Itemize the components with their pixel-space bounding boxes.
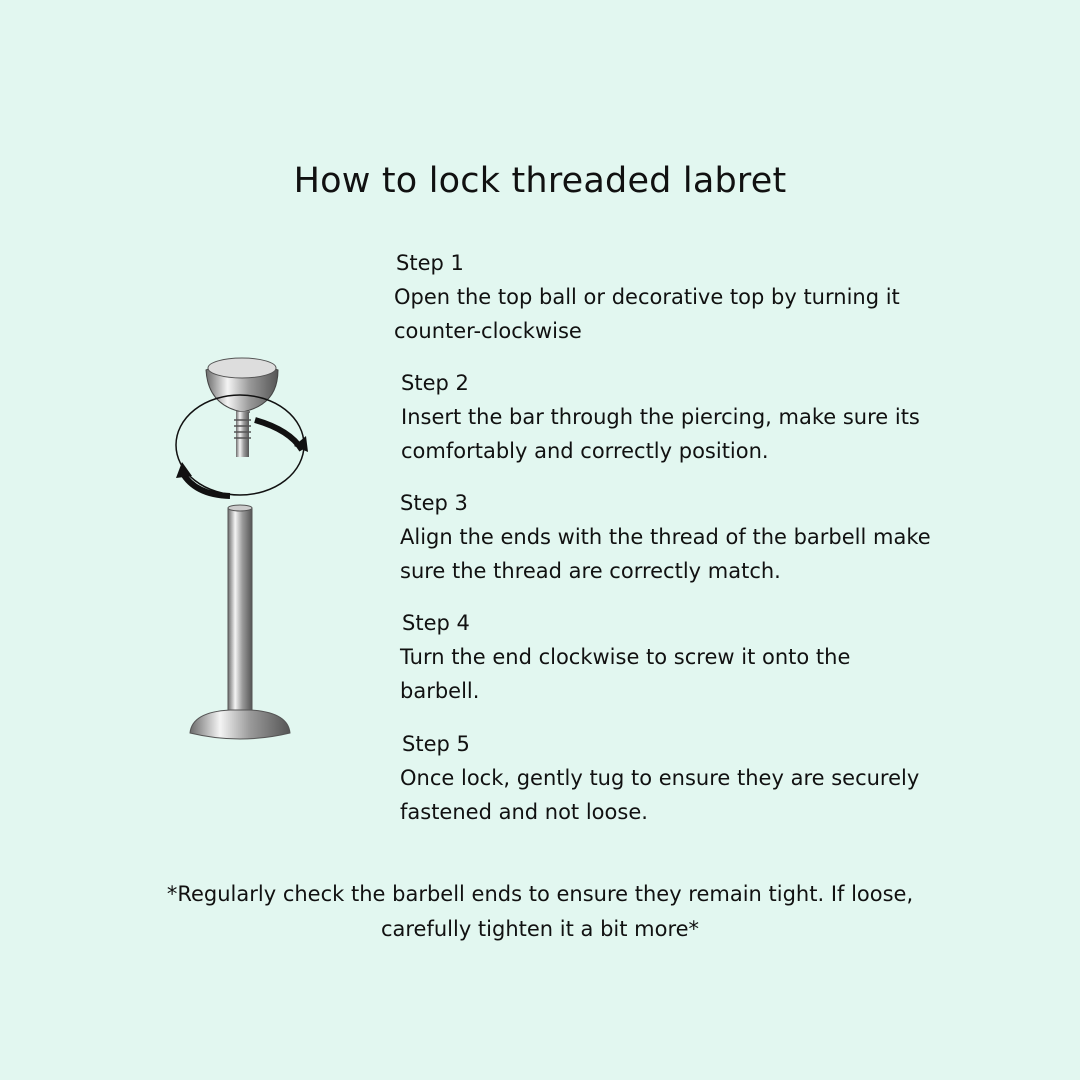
step-4 bbox=[402, 606, 902, 708]
step-label: Step 5 bbox=[402, 732, 470, 756]
page-title: How to lock threaded labret bbox=[293, 161, 787, 202]
step-text: Align the ends with the thread of the barbell make sure the thread are correctly match. bbox=[400, 525, 931, 583]
step-text: Open the top ball or decorative top by turning it counter-clockwise bbox=[394, 285, 900, 343]
step-5 bbox=[402, 727, 942, 829]
step-label: Step 2 bbox=[401, 371, 469, 395]
step-label: Step 4 bbox=[402, 611, 470, 635]
footer-note: *Regularly check the barbell ends to ensure they remain tight. If loose, carefully tighten it a bit more* bbox=[166, 882, 914, 941]
gem-top-icon bbox=[206, 358, 278, 457]
step-text: Insert the bar through the piercing, make sure its comfortably and correctly position. bbox=[401, 405, 920, 463]
step-label: Step 1 bbox=[396, 251, 464, 275]
step-text: Once lock, gently tug to ensure they are securely fastened and not loose. bbox=[400, 766, 920, 824]
step-2 bbox=[401, 366, 941, 468]
barbell-post-icon bbox=[190, 505, 290, 739]
step-text: Turn the end clockwise to screw it onto the barbell. bbox=[400, 645, 851, 703]
step-1 bbox=[396, 246, 956, 348]
step-3 bbox=[400, 486, 960, 588]
step-label: Step 3 bbox=[400, 491, 468, 515]
labret-illustration bbox=[170, 350, 320, 750]
